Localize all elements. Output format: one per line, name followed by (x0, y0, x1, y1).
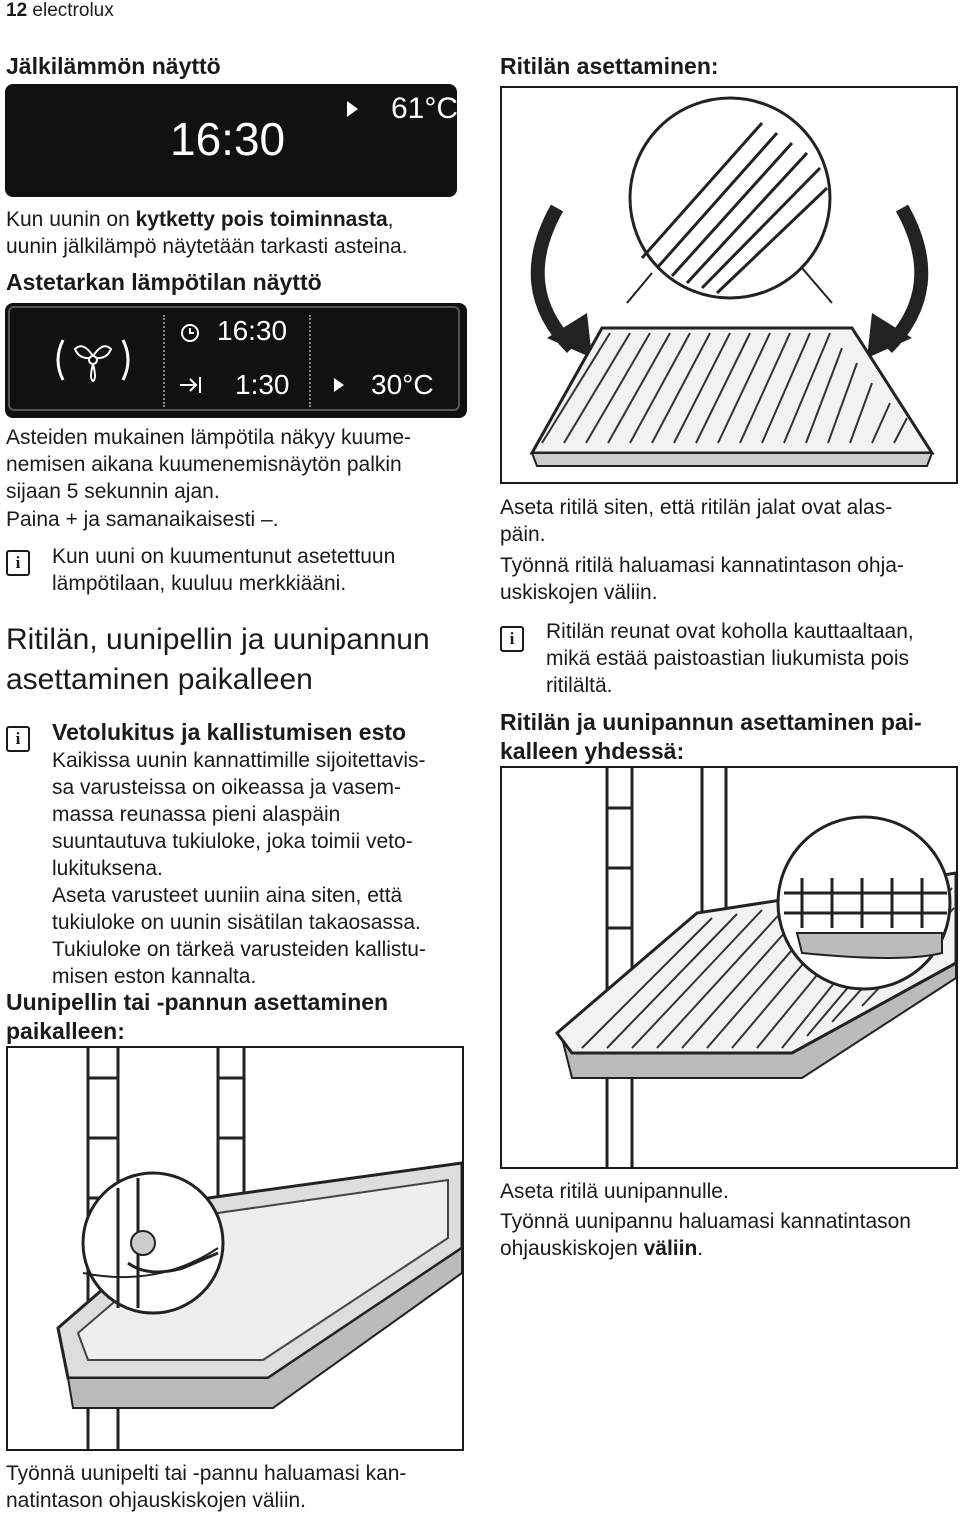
section-title-exact-temp: Astetarkan lämpötilan näyttö (6, 269, 322, 295)
display2-duration: 1:30 (235, 369, 290, 400)
section-title-rack-and-pan: Ritilän ja uunipannun asettaminen pai- kalleen yhdessä: (500, 709, 922, 764)
fan-icon (53, 335, 133, 390)
info-icon: i (6, 550, 30, 576)
play-arrow-icon-2 (333, 377, 345, 398)
section-title-rack: Ritilän asettaminen: (500, 53, 719, 79)
caption-tray: Työnnä uunipelti tai -pannu haluamasi kan- natintason ohjauskiskojen väliin. (6, 1462, 407, 1512)
clock-icon (180, 323, 200, 348)
paragraph-residual-heat: Kun uunin on kytketty pois toiminnasta, uunin jälkilämpö näytetään tarkasti asteina. (6, 208, 408, 258)
info-locking-text: Kaikissa uunin kannattimille sijoitettavis- sa varusteissa on oikeassa ja vasem- massa reunassa pieni alaspäin suuntautuva tukiuloke, joka toimii veto- lukituksena. Aseta varusteet uuniin aina siten, että tukiuloke on uunin sisätilan takaosassa. Tukiuloke on tärkeä varusteiden kallistu- misen eston kannalta. (52, 749, 426, 988)
paragraph-rack-legs: Aseta ritilä siten, että ritilän jalat ovat alas- päin. (500, 496, 893, 546)
paragraph-press-buttons: Paina + ja samanaikaisesti –. (6, 508, 279, 531)
paragraph-rack-push: Työnnä ritilä haluamasi kannatintason ohja- uskiskojen väliin. (500, 554, 904, 604)
info-beep: Kun uuni on kuumentunut asetettuun lämpötilaan, kuuluu merkkiääni. (52, 545, 396, 595)
section-title-accessories: Ritilän, uunipellin ja uunipannun asettaminen paikalleen (6, 623, 430, 696)
display2-time: 16:30 (217, 315, 288, 346)
display-temp: 61°C (391, 92, 459, 125)
paragraph-push-pan: Työnnä uunipannu haluamasi kannatintason ohjauskiskojen väliin. (500, 1210, 911, 1260)
illustration-rack-insertion (500, 86, 958, 484)
info-rack-edges: Ritilän reunat ovat koholla kauttaaltaan, mikä estää paistoastian liukumista pois ritilältä. (546, 620, 914, 697)
display-residual-heat (5, 84, 457, 197)
section-title-tray: Uunipellin tai -pannun asettaminen paikalleen: (6, 989, 389, 1044)
info-icon-2: i (6, 726, 30, 752)
display2-temp: 30°C (371, 369, 434, 400)
display-exact-temp (5, 303, 467, 418)
info-title-locking: Vetolukitus ja kallistumisen esto (52, 719, 407, 745)
brand-name: electrolux (32, 0, 114, 21)
paragraph-rack-on-pan: Aseta ritilä uunipannulle. (500, 1180, 729, 1203)
play-arrow-icon (345, 100, 359, 123)
display-time: 16:30 (170, 113, 286, 165)
paragraph-exact-temp: Asteiden mukainen lämpötila näkyy kuume- nemisen aikana kuumenemisnäytön palkin sijaan 5 sekunnin ajan. (6, 426, 412, 503)
illustration-tray-insertion (6, 1046, 464, 1451)
page-header (6, 0, 114, 22)
illustration-rack-on-pan (500, 766, 958, 1169)
section-title-residual-heat: Jälkilämmön näyttö (6, 53, 221, 79)
page-number: 12 (6, 0, 28, 21)
duration-icon (178, 375, 204, 400)
info-icon-3: i (500, 626, 524, 652)
